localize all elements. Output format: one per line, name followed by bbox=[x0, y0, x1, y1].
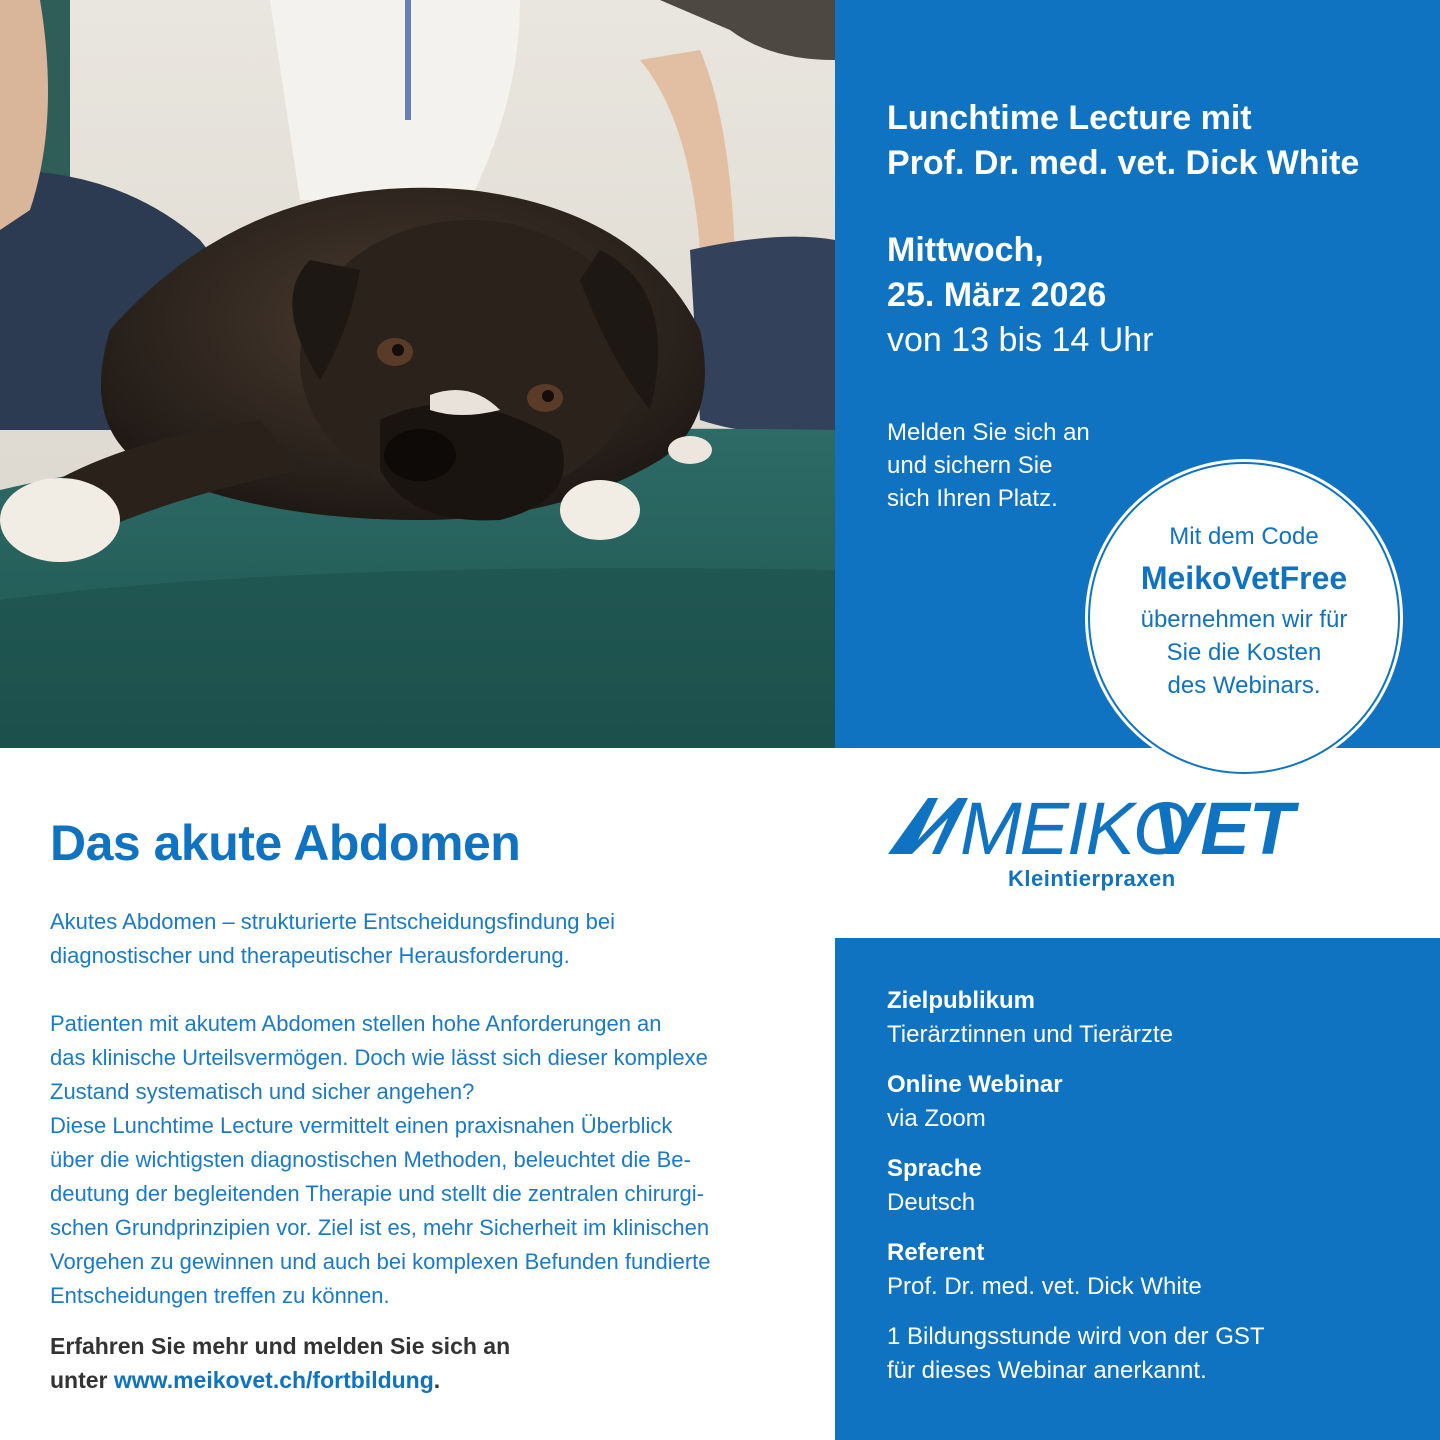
register-line1: Melden Sie sich an bbox=[887, 419, 1090, 446]
lead-line: diagnostischer und therapeutischer Herausforderung. bbox=[50, 943, 570, 968]
event-time: von 13 bis 14 Uhr bbox=[887, 321, 1154, 359]
detail-value: Deutsch bbox=[887, 1189, 976, 1216]
detail-value: via Zoom bbox=[887, 1105, 986, 1132]
detail-label: Online Webinar bbox=[887, 1071, 1063, 1098]
event-date bbox=[887, 228, 1154, 363]
logo-subtitle: Kleintierpraxen bbox=[1008, 866, 1176, 891]
body-line: Diese Lunchtime Lecture vermittelt einen praxisnahen Überblick bbox=[50, 1113, 673, 1138]
recognition-line1: 1 Bildungsstunde wird von der GST bbox=[887, 1323, 1265, 1350]
detail-label: Sprache bbox=[887, 1155, 982, 1182]
promo-line1: Mit dem Code bbox=[1169, 523, 1319, 550]
boxer-dog-photo bbox=[0, 0, 835, 748]
body-line: Vorgehen zu gewinnen und auch bei komplexen Befunden fundierte bbox=[50, 1249, 711, 1274]
register-line2: und sichern Sie bbox=[887, 452, 1053, 479]
promo-line4: des Webinars. bbox=[1167, 672, 1321, 699]
cta-prefix: unter bbox=[50, 1367, 114, 1393]
recognition-line2: für dieses Webinar anerkannt. bbox=[887, 1357, 1207, 1384]
promo-code: MeikoVetFree bbox=[1140, 560, 1348, 596]
body-line: über die wichtigsten diagnostischen Methoden, beleuchtet die Be- bbox=[50, 1147, 691, 1172]
article-content bbox=[50, 815, 830, 1397]
promo-line3: Sie die Kosten bbox=[1166, 639, 1322, 666]
detail-speaker bbox=[887, 1236, 1407, 1304]
body-line: deutung der begleitenden Therapie und stellt die zentralen chirurgi- bbox=[50, 1181, 704, 1206]
lecture-title-line1: Lunchtime Lecture mit bbox=[887, 99, 1252, 137]
body-line: schen Grundprinzipien vor. Ziel ist es, mehr Sicherheit im klinischen bbox=[50, 1215, 710, 1240]
detail-label: Referent bbox=[887, 1239, 985, 1266]
webinar-details bbox=[887, 984, 1407, 1388]
lecture-title-line2: Prof. Dr. med. vet. Dick White bbox=[887, 144, 1360, 182]
webinar-details-panel bbox=[835, 938, 1440, 1440]
event-date-text: 25. März 2026 bbox=[887, 276, 1107, 314]
cta-line1: Erfahren Sie mehr und melden Sie sich an bbox=[50, 1333, 511, 1359]
body-paragraph bbox=[50, 1007, 830, 1313]
body-line: das klinische Urteilsvermögen. Doch wie lässt sich dieser komplexe bbox=[50, 1045, 708, 1070]
body-line: Zustand systematisch und sicher angehen? bbox=[50, 1079, 475, 1104]
lead-line: Akutes Abdomen – strukturierte Entscheidungsfindung bei bbox=[50, 909, 616, 934]
detail-value: Prof. Dr. med. vet. Dick White bbox=[887, 1273, 1202, 1300]
logo-text-vet: VET bbox=[1152, 787, 1293, 870]
logo-text-meiko: MEIKO bbox=[960, 787, 1189, 870]
call-to-action bbox=[50, 1329, 830, 1397]
cta-suffix: . bbox=[433, 1367, 441, 1393]
lecture-title bbox=[887, 96, 1359, 186]
promo-line2: übernehmen wir für bbox=[1140, 606, 1348, 633]
detail-label: Zielpublikum bbox=[887, 987, 1036, 1014]
fortbildung-link[interactable]: www.meikovet.ch/fortbildung bbox=[113, 1367, 434, 1393]
detail-audience bbox=[887, 984, 1407, 1052]
lead-paragraph bbox=[50, 905, 830, 973]
recognition-note bbox=[887, 1320, 1407, 1388]
event-weekday: Mittwoch, bbox=[887, 231, 1044, 269]
page-title: Das akute Abdomen bbox=[50, 815, 521, 871]
register-line3: sich Ihren Platz. bbox=[887, 485, 1058, 512]
promo-code-badge bbox=[1088, 462, 1400, 774]
detail-language bbox=[887, 1152, 1407, 1220]
detail-format bbox=[887, 1068, 1407, 1136]
body-line: Entscheidungen treffen zu können. bbox=[50, 1283, 390, 1308]
detail-value: Tierärztinnen und Tierärzte bbox=[887, 1021, 1173, 1048]
body-line: Patienten mit akutem Abdomen stellen hohe Anforderungen an bbox=[50, 1011, 662, 1036]
